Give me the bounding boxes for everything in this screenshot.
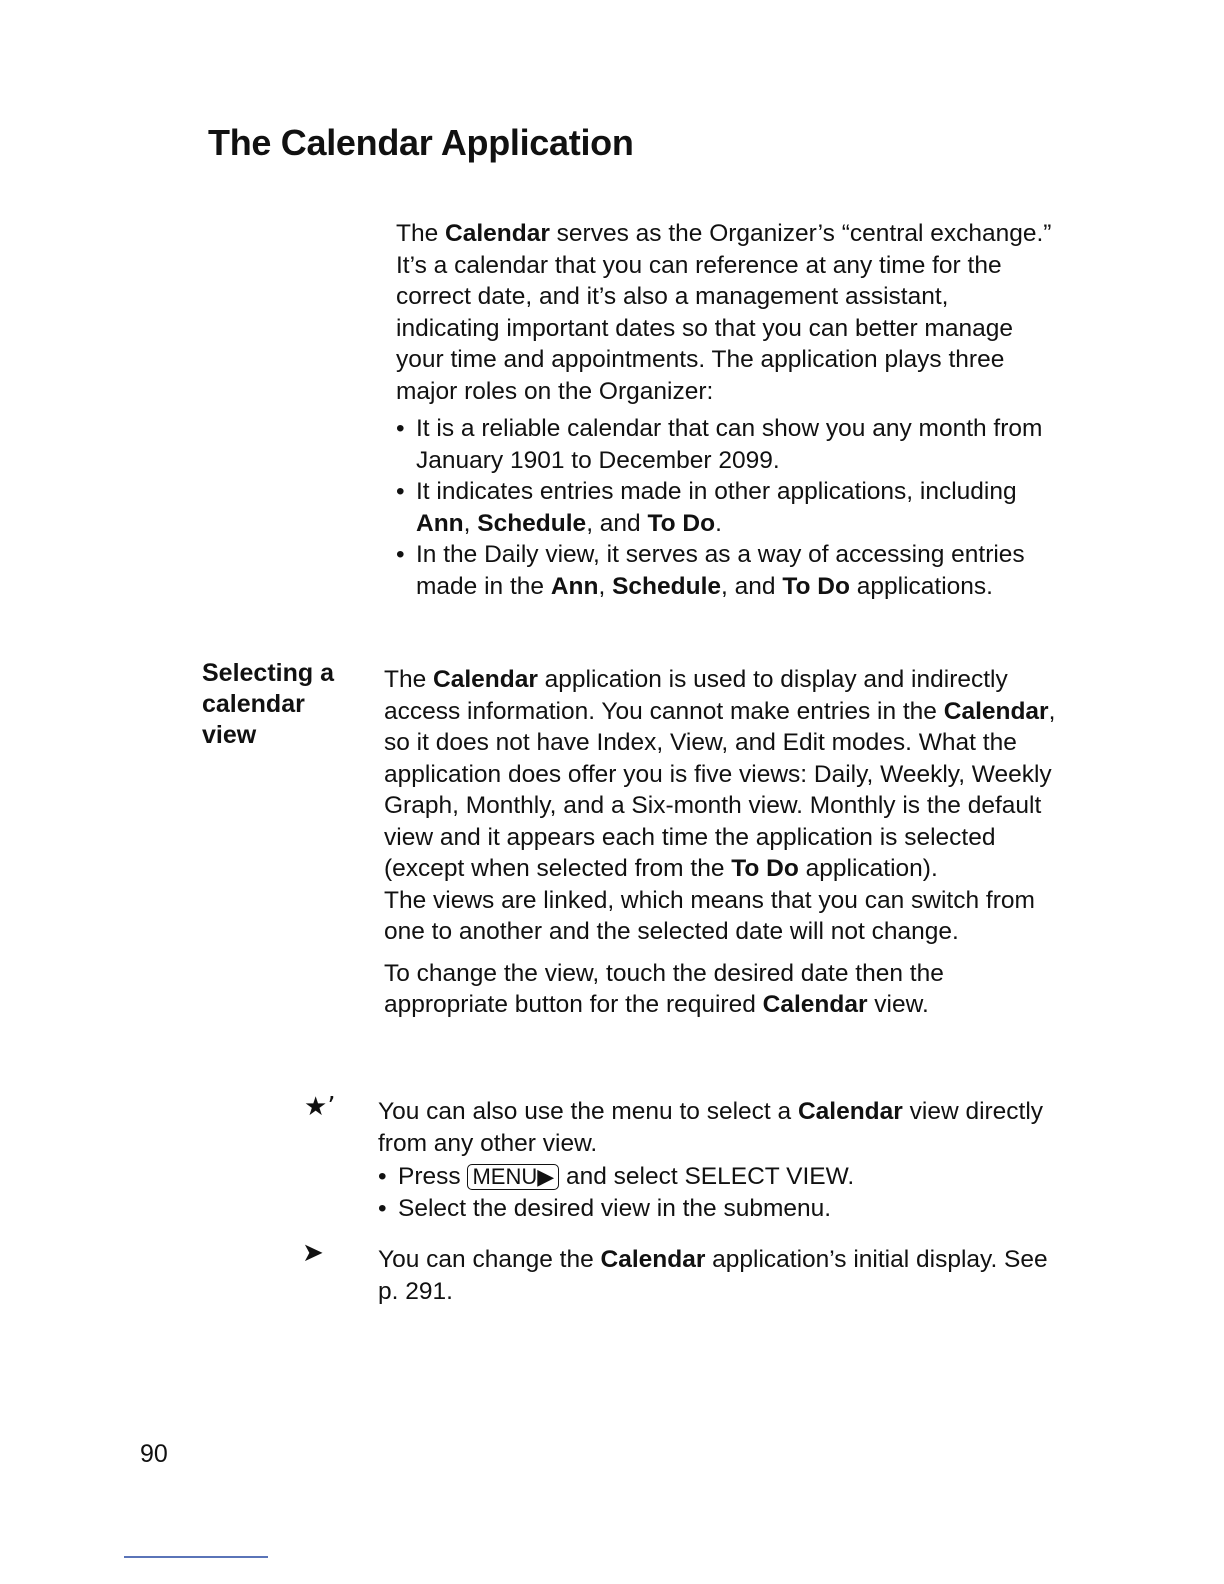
bold-term: Schedule (477, 509, 587, 537)
bold-term: Calendar (797, 1098, 903, 1125)
crossref-paragraph (378, 1244, 1058, 1307)
bold-term: To Do (731, 855, 799, 882)
intro-section (396, 218, 1056, 602)
page-number: 90 (140, 1440, 168, 1468)
bold-term: Schedule (612, 572, 722, 600)
bold-term: Ann (416, 509, 464, 537)
list-item (396, 476, 1056, 539)
bold-term: Calendar (943, 697, 1049, 725)
star-pointer-icon: ★ʼ (304, 1092, 336, 1122)
intro-paragraph (396, 218, 1056, 407)
text-run: You can change the (378, 1246, 601, 1273)
bold-term: Calendar (600, 1246, 706, 1273)
text-run: It is a reliable calendar that can show you any month from January 1901 to December 2099. (416, 415, 1043, 474)
text-run: Press (398, 1163, 468, 1190)
text-run: , (598, 572, 613, 600)
page-title: The Calendar Application (208, 122, 634, 163)
section-paragraph: The views are linked, which means that you can switch from one to another and the selected date will not change. (384, 886, 1035, 945)
text-run: In the Daily view, it serves as a way of accessing entries made in the (416, 541, 1025, 600)
section-heading: Selecting a calendar view (202, 659, 334, 749)
tip-note (378, 1096, 1058, 1224)
list-item (396, 413, 1056, 476)
text-run: . (715, 509, 722, 537)
text-run: , (463, 509, 478, 537)
text-run: application). (798, 855, 938, 882)
bold-term: To Do (782, 572, 850, 600)
text-run: , so it does not have Index, View, and Edit modes. What the application does offer you is five views: Daily, Weekly, Weekly Graph, Monthly, and a Six-month view. Monthly is the default view and it appears each time the application is selected (except when selected from the (384, 697, 1056, 882)
section-paragraph (384, 958, 1064, 1021)
list-item (378, 1193, 1058, 1225)
text-run: application’s initial display. See p. 291. (378, 1246, 1048, 1305)
list-item (396, 539, 1056, 602)
text-run: and select SELECT VIEW. (559, 1163, 855, 1190)
bold-term: Ann (550, 572, 599, 600)
text-run: application is used to display and indirectly access information. You cannot make entries in the (384, 666, 1008, 725)
text-run: The (384, 666, 434, 693)
text-run: Select the desired view in the submenu. (398, 1194, 832, 1222)
list-item (378, 1161, 1058, 1193)
tip-steps (378, 1161, 1058, 1224)
text-run: view directly from any other view. (378, 1098, 1044, 1157)
bold-term: Calendar (762, 991, 868, 1018)
bottom-rule (124, 1556, 268, 1558)
text-run: view. (867, 991, 929, 1018)
text-run: , and (586, 509, 648, 537)
tip-paragraph (378, 1096, 1058, 1159)
text-run: It indicates entries made in other applications, including (416, 478, 1017, 505)
text-run: You can also use the menu to select a (378, 1098, 798, 1125)
roles-list (396, 413, 1056, 602)
crossref-note (378, 1244, 1058, 1307)
section-paragraph (384, 664, 1064, 885)
arrow-right-icon: ➤ (302, 1238, 324, 1268)
selecting-view-section (384, 664, 1064, 1021)
menu-key: MENU▶ (467, 1164, 559, 1190)
bold-term: To Do (647, 509, 716, 537)
text-run: serves as the Organizer’s “central exchange.” It’s a calendar that you can reference at any time for the correct date, and it’s also a management assistant, indicating important dates so that you can better manage your time and appointments. The application plays three major roles on the Organizer: (396, 220, 1052, 405)
text-run: , and (721, 572, 783, 600)
text-run: To change the view, touch the desired date then the appropriate button for the required (384, 959, 944, 1018)
bold-term: Calendar (433, 666, 538, 693)
text-run: The (396, 220, 446, 247)
bold-term: Calendar (445, 220, 550, 247)
text-run: applications. (849, 572, 993, 600)
